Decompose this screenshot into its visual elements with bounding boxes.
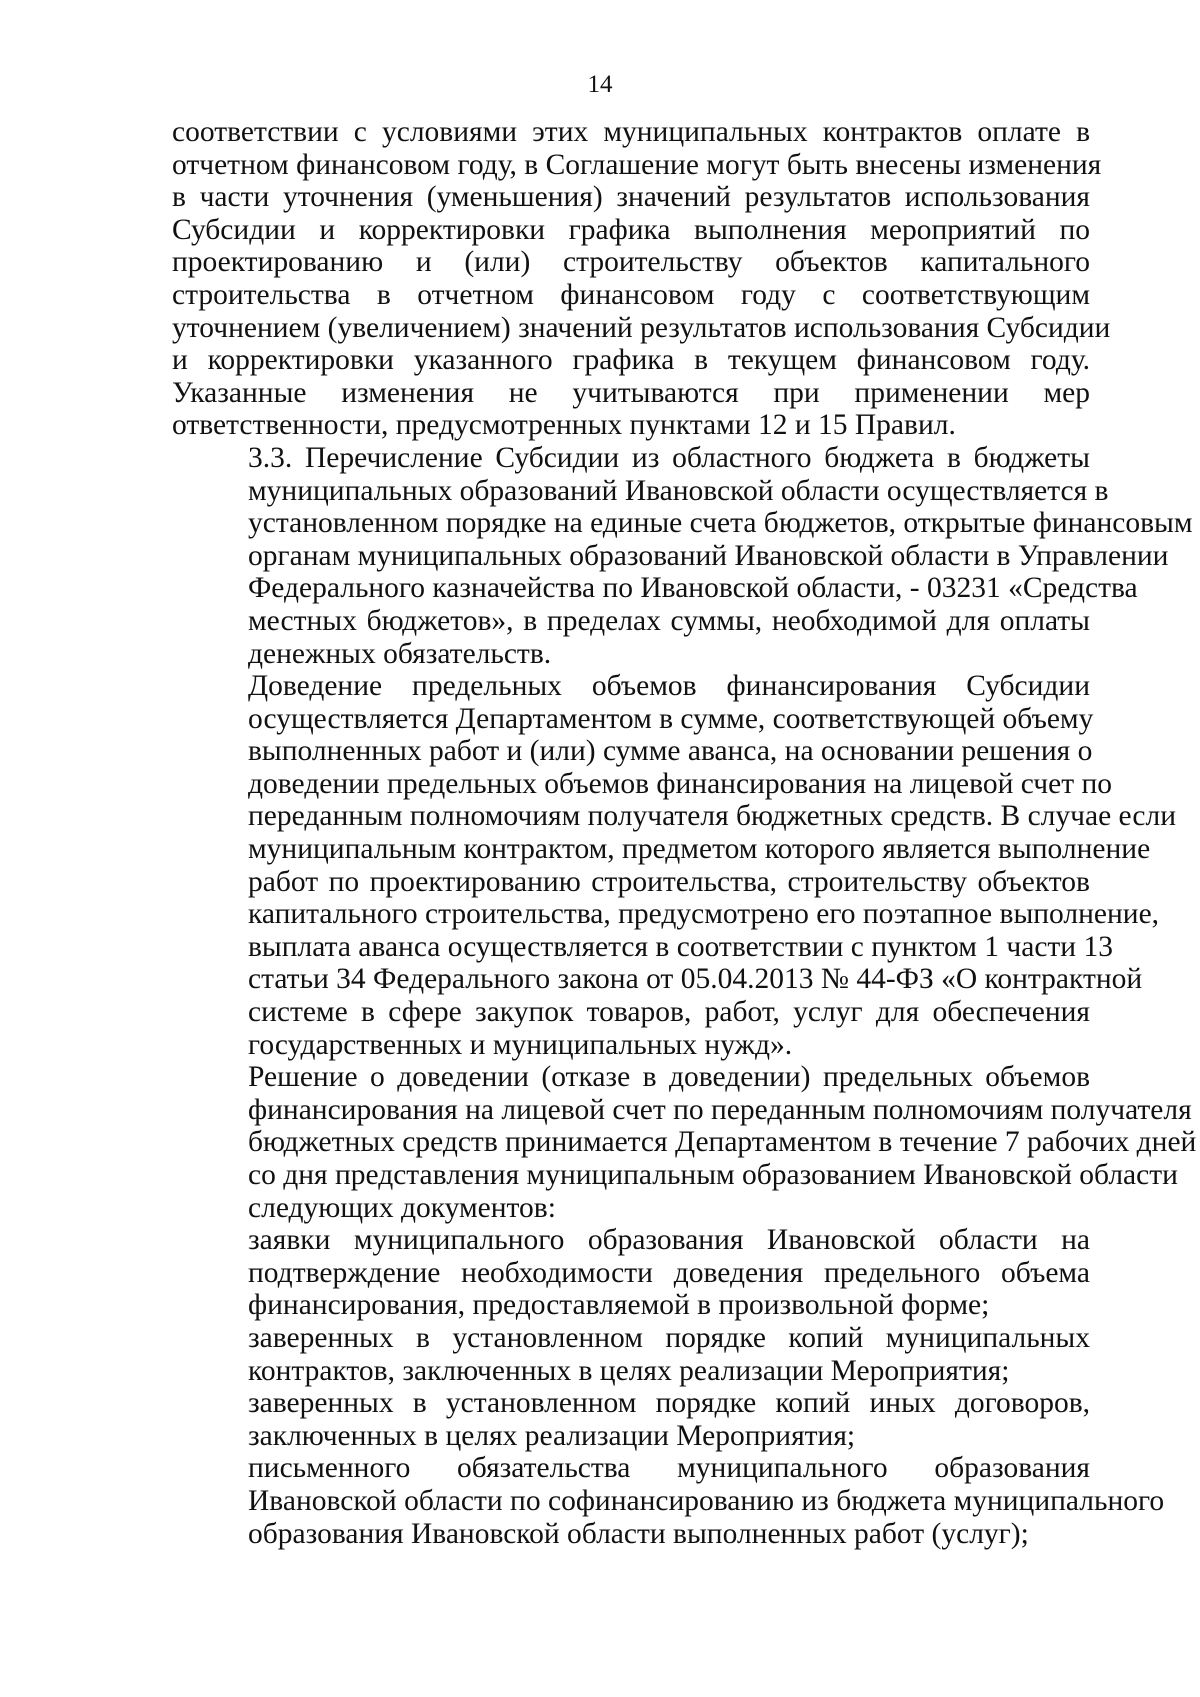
text-line: со дня представления муниципальным образованием Ивановской области (248, 1159, 1178, 1191)
text-line: Указанные изменения не учитываются при применении мер (172, 376, 1090, 409)
text-line: заверенных в установленном порядке копий муниципальных (248, 1321, 1090, 1354)
text-line: ответственности, предусмотренных пунктами 12 и 15 Правил. (172, 409, 956, 442)
paragraph-decision (172, 1061, 1197, 1224)
paragraph-doc-cofinancing (172, 1452, 1165, 1550)
text-line: Ивановской области по софинансированию из бюджета муниципального (248, 1484, 1165, 1517)
text-line: Доведение предельных объемов финансирования Субсидии (248, 670, 1090, 703)
text-line: выполненных работ и (или) сумме аванса, на основании решения о (248, 735, 1093, 768)
text-line: и корректировки указанного графика в текущем финансовом году. (172, 344, 1090, 377)
text-line: системе в сфере закупок товаров, работ, услуг для обеспечения (248, 996, 1090, 1029)
paragraph-limits-delivery (172, 670, 1176, 1061)
text-line: местных бюджетов», в пределах суммы, необходимой для оплаты (248, 604, 1090, 637)
text-line: уточнением (увеличением) значений результатов использования Субсидии (172, 311, 1111, 344)
text-line: отчетном финансовом году, в Соглашение могут быть внесены изменения (172, 148, 1102, 181)
text-line: заверенных в установленном порядке копий иных договоров, (248, 1387, 1090, 1420)
text-line: статьи 34 Федерального закона от 05.04.2013 № 44-ФЗ «О контрактной (248, 963, 1143, 996)
text-line: капитального строительства, предусмотрено его поэтапное выполнение, (248, 898, 1160, 931)
text-line: финансирования на лицевой счет по переданным полномочиям получателя (248, 1093, 1192, 1126)
text-line: Решение о доведении (отказе в доведении) предельных объемов (248, 1061, 1090, 1094)
paragraph-doc-contract-copies (172, 1322, 1090, 1387)
text-line: выплата аванса осуществляется в соответствии с пунктом 1 части 13 (248, 930, 1113, 963)
text-line: образования Ивановской области выполненных работ (услуг); (248, 1517, 1029, 1550)
text-line: осуществляется Департаментом в сумме, соответствующей объему (248, 702, 1094, 735)
text-line: муниципальных образований Ивановской области осуществляется в (248, 474, 1109, 507)
text-line: проектированию и (или) строительству объектов капитального (172, 246, 1090, 279)
text-line: установленном порядке на единые счета бюджетов, открытые финансовым (248, 507, 1193, 540)
text-line: Субсидии и корректировки графика выполнения мероприятий по (172, 213, 1090, 246)
text-line: Федерального казначейства по Ивановской области, - 03231 «Средства (248, 572, 1138, 605)
text-line: государственных и муниципальных нужд». (248, 1028, 793, 1061)
text-line: доведении предельных объемов финансирования на лицевой счет по (248, 767, 1113, 800)
paragraph-doc-other-agreements (172, 1387, 1090, 1452)
paragraph-doc-request (172, 1224, 1090, 1322)
text-line: следующих документов: (248, 1191, 556, 1224)
text-line: соответствии с условиями этих муниципальных контрактов оплате в (172, 116, 1090, 148)
text-line: строительства в отчетном финансовом году с соответствующим (172, 278, 1090, 311)
text-line: финансирования, предоставляемой в произвольной форме; (248, 1289, 990, 1322)
text-line: письменного обязательства муниципального образования (248, 1452, 1090, 1485)
text-line: в части уточнения (уменьшения) значений результатов использования (172, 181, 1090, 214)
text-line: контрактов, заключенных в целях реализации Мероприятия; (248, 1354, 1010, 1387)
text-line: 3.3. Перечисление Субсидии из областного бюджета в бюджеты (248, 441, 1090, 474)
text-line: органам муниципальных образований Ивановской области в Управлении (248, 539, 1169, 572)
text-line: работ по проектированию строительства, строительству объектов (248, 865, 1090, 898)
text-line: заключенных в целях реализации Мероприятия; (248, 1419, 856, 1452)
text-line: бюджетных средств принимается Департаментом в течение 7 рабочих дней (248, 1126, 1197, 1159)
text-line: подтверждение необходимости доведения предельного объема (248, 1256, 1090, 1289)
text-line: муниципальным контрактом, предметом которого является выполнение (248, 833, 1151, 866)
text-line: денежных обязательств. (248, 637, 552, 670)
page-number: 14 (587, 71, 613, 98)
text-line: заявки муниципального образования Ивановской области на (248, 1224, 1090, 1257)
text-line: переданным полномочиям получателя бюджетных средств. В случае если (248, 800, 1176, 833)
paragraph-continuation (172, 116, 1111, 442)
paragraph-clause-3-3 (172, 441, 1193, 670)
document-body (172, 116, 1197, 1550)
